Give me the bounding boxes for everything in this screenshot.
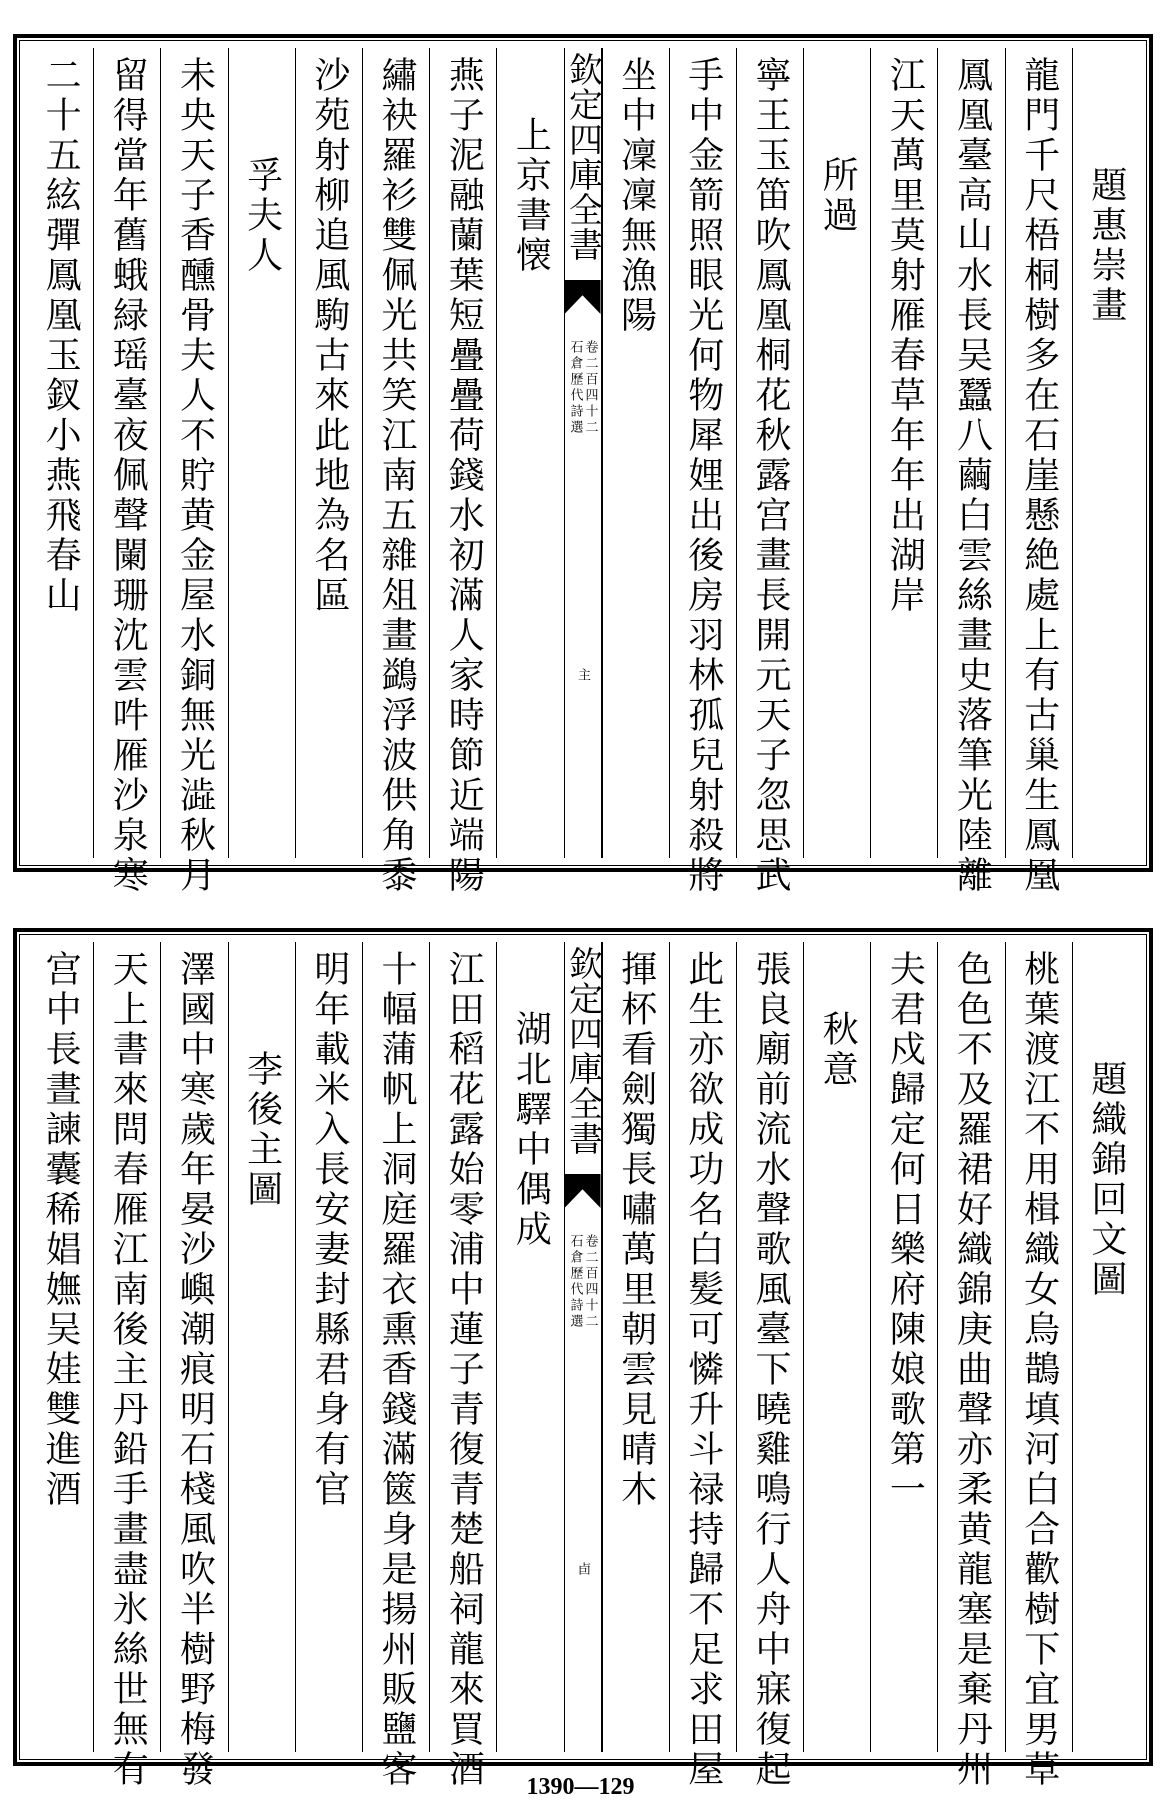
poem-line: 留得當年舊蛾緑瑶臺夜佩聲闌珊沈雲吽雁沙泉寒 — [107, 56, 149, 896]
column — [160, 942, 227, 1790]
column — [1072, 942, 1139, 1752]
column — [870, 942, 937, 1752]
column — [429, 942, 496, 1790]
column — [736, 942, 803, 1790]
column — [362, 48, 429, 896]
column — [27, 48, 93, 858]
poem-line: 揮杯看劍獨長嘯萬里朝雲見晴木 — [615, 950, 657, 1510]
poem-line: 龍門千尺梧桐樹多在石崖懸絶處上有古巢生鳳凰 — [1018, 56, 1060, 896]
top-page — [13, 34, 1153, 896]
column — [228, 48, 295, 858]
column — [295, 942, 362, 1752]
column — [803, 48, 870, 858]
poem-title: 秋意 — [817, 1010, 859, 1090]
poem-title: 孚夫人 — [241, 156, 283, 276]
book-title: 欽定四庫全書 — [562, 52, 603, 262]
poem-line: 此生亦欲成功名白髪可憐升斗禄持歸不足求田屋 — [682, 950, 724, 1790]
poem-line: 江天萬里莫射雁春草年年出湖岸 — [884, 56, 926, 616]
poem-line: 沙苑射柳追風駒古來此地為名區 — [308, 56, 350, 616]
column — [1005, 48, 1072, 896]
column — [1072, 48, 1139, 858]
column — [496, 48, 563, 858]
book-title: 欽定四庫全書 — [562, 946, 603, 1156]
fish-tail-ornament — [565, 1174, 601, 1208]
column — [362, 942, 429, 1790]
column — [429, 48, 496, 896]
fish-tail-ornament — [565, 280, 601, 314]
top-page-columns — [27, 48, 1139, 896]
column — [602, 48, 669, 858]
column — [496, 942, 563, 1752]
center-fold-label — [564, 942, 602, 1752]
poem-line: 夫君戍歸定何日樂府陳娘歌第一 — [884, 950, 926, 1510]
poem-title: 題惠崇畫 — [1085, 166, 1127, 326]
column — [93, 942, 160, 1790]
poem-line: 二十五絃彈鳳凰玉釵小燕飛春山 — [40, 56, 82, 616]
poem-line: 澤國中寒歲年晏沙嶼潮痕明石棧風吹半樹野梅發 — [174, 950, 216, 1790]
poem-line: 寧王玉笛吹鳳凰桐花秋露宫畫長開元天子忽思武 — [749, 56, 791, 896]
poem-title: 上京書懐 — [510, 116, 552, 276]
poem-line: 色色不及羅裙好織錦庚曲聲亦柔黄龍塞是棄丹州 — [951, 950, 993, 1790]
leaf-number: 卣 — [575, 1562, 590, 1575]
poem-line: 天上書來問春雁江南後主丹鉛手畫盡氷絲世無有 — [107, 950, 149, 1790]
volume-number: 卷二百四十二 — [582, 1234, 598, 1330]
volume-label — [565, 340, 601, 436]
poem-line: 張良廟前流水聲歌風臺下曉雞鳴行人舟中寐復起 — [749, 950, 791, 1790]
column — [1005, 942, 1072, 1790]
poem-line: 未央天子香醺骨夫人不貯黄金屋水銅無光澁秋月 — [174, 56, 216, 896]
poem-line: 鳳凰臺高山水長吴蠶八繭白雲絲畫史落筆光陸離 — [951, 56, 993, 896]
column — [669, 48, 736, 896]
poem-line: 繡袂羅衫雙佩光共笑江南五雜俎畫鷁浮波供角黍 — [376, 56, 418, 896]
column — [736, 48, 803, 896]
page-footer-number: 1390—129 — [526, 1774, 635, 1800]
poem-title: 所過 — [817, 156, 859, 236]
poem-line: 桃葉渡江不用楫織女烏鵲填河白合歡樹下宜男草 — [1018, 950, 1060, 1790]
poem-title: 題織錦回文圖 — [1085, 1060, 1127, 1300]
column — [803, 942, 870, 1752]
column — [27, 942, 93, 1752]
poem-line: 坐中凜凜無漁陽 — [615, 56, 657, 336]
column — [669, 942, 736, 1790]
poem-title: 李後主圖 — [241, 1050, 283, 1210]
collection-name: 石倉歷代詩選 — [567, 1234, 583, 1330]
center-fold-label — [564, 48, 602, 858]
column — [93, 48, 160, 896]
column — [228, 942, 295, 1752]
poem-title: 湖北驛中偶成 — [510, 1010, 552, 1250]
poem-line: 明年載米入長安妻封縣君身有官 — [308, 950, 350, 1510]
column — [160, 48, 227, 896]
poem-line: 十幅蒲帆上洞庭羅衣熏香錢滿篋身是揚州販鹽客 — [376, 950, 418, 1790]
volume-number: 卷二百四十二 — [582, 340, 598, 436]
column — [295, 48, 362, 858]
column — [602, 942, 669, 1752]
poem-line: 江田稻花露始零浦中蓮子青復青楚船祠龍來買酒 — [443, 950, 485, 1790]
poem-line: 燕子泥融蘭葉短疊疊荷錢水初滿人家時節近端陽 — [443, 56, 485, 896]
leaf-number: 主 — [575, 668, 590, 681]
collection-name: 石倉歷代詩選 — [567, 340, 583, 436]
column — [870, 48, 937, 858]
volume-label — [565, 1234, 601, 1330]
poem-line: 宫中長晝諫囊稀娼嫵吴娃雙進酒 — [40, 950, 82, 1510]
column — [937, 48, 1004, 896]
poem-line: 手中金箭照眼光何物犀娌出後房羽林孤兒射殺將 — [682, 56, 724, 896]
column — [937, 942, 1004, 1790]
